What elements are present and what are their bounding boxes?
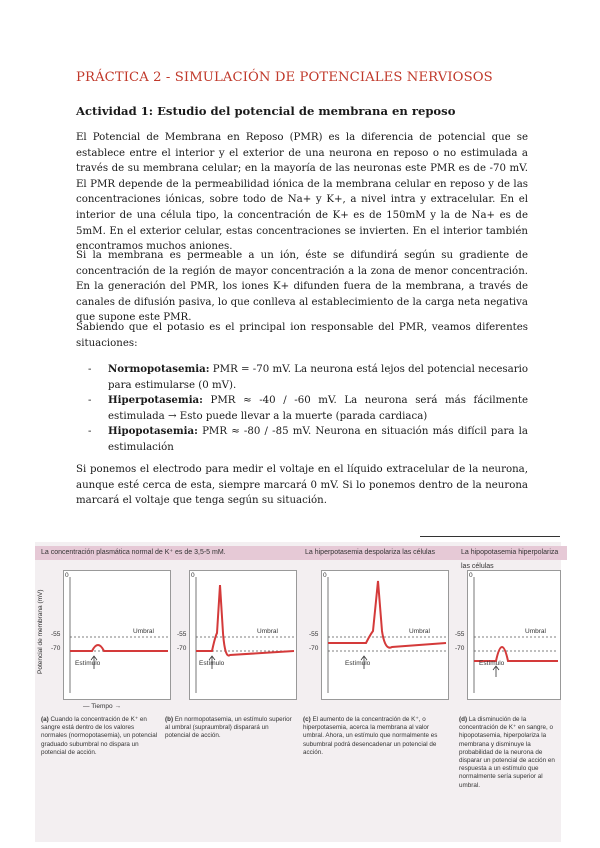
list-term: Hipopotasemia:	[108, 425, 198, 438]
list-term: Normopotasemia:	[108, 363, 210, 375]
paragraph-pmr-definition: El Potencial de Membrana en Reposo (PMR) es la diferencia de potencial que se establece entre el interior y el exterior de una neurona en reposo o no estimulada a través de su membrana celular; en la mayoría de las neuronas este PMR es de -70 mV. El PMR depende de la permeabilidad iónica de la membrana celular en reposo y de las concentraciones iónicas, sobre todo de Na+ y K+, a nivel intra y extracelular. En el interior de una célula tipo, la concentración de K+ es de 150mM y la de Na+ es de 5mM. En el exterior celular, estas concentraciones se invierten. En el interior también encontramos muchos aniones.	[76, 132, 528, 253]
membrane-curve	[70, 645, 168, 651]
situations-list	[88, 362, 528, 456]
tick-70: -70	[51, 645, 61, 652]
horizontal-rule	[420, 536, 560, 537]
time-axis-label: — Tiempo →	[83, 703, 121, 710]
stimulus-label: Estímulo	[479, 660, 505, 667]
caption-letter: (d)	[459, 716, 468, 723]
stimulus-arrow	[493, 666, 499, 677]
caption-d	[459, 716, 559, 790]
panel-c	[321, 570, 449, 700]
caption-a	[41, 716, 159, 757]
panel-b-plot	[190, 571, 296, 699]
list-dash: -	[88, 426, 92, 438]
tick-55: -55	[177, 631, 187, 638]
threshold-label: Umbral	[409, 628, 430, 635]
caption-letter: (c)	[303, 716, 311, 723]
panel-c-plot	[322, 571, 448, 699]
y-axis-label: Potencial de membrana (mV)	[37, 589, 44, 675]
tick-0: 0	[469, 572, 473, 579]
caption-b	[165, 716, 293, 741]
stimulus-label: Estímulo	[199, 660, 225, 667]
caption-text: Cuando la concentración de K⁺ en sangre está dentro de los valores normales (normopotasemia), un potencial graduado subumbral no dispara un potencial de acción.	[41, 716, 158, 756]
tick-70: -70	[177, 645, 187, 652]
caption-letter: (a)	[41, 716, 49, 723]
panel-a	[63, 570, 171, 700]
tick-0: 0	[191, 572, 195, 579]
list-term: Hiperpotasemia:	[108, 394, 203, 407]
list-dash: -	[88, 364, 92, 375]
page-title: PRÁCTICA 2 - SIMULACIÓN DE POTENCIALES NERVIOSOS	[76, 70, 493, 85]
tick-55: -55	[309, 631, 319, 638]
action-potential-curve	[196, 585, 294, 656]
list-dash: -	[88, 395, 92, 407]
list-text: PMR ≈ -40 / -60 mV. La neurona será más fácilmente estimulada → Esto puede llevar a la muerte (parada cardiaca)	[108, 395, 528, 422]
threshold-label: Umbral	[525, 628, 546, 635]
tick-55: -55	[455, 631, 465, 638]
caption-letter: (b)	[165, 716, 174, 723]
potassium-figure	[35, 542, 561, 842]
tick-0: 0	[323, 572, 327, 579]
membrane-curve	[474, 647, 558, 661]
panel-d	[467, 570, 561, 700]
list-text: PMR ≈ -80 / -85 mV. Neurona en situación más difícil para la estimulación	[108, 426, 528, 453]
time-axis-text: Tiempo	[91, 703, 113, 710]
threshold-label: Umbral	[257, 628, 278, 635]
list-text: PMR = -70 mV. La neurona está lejos del potencial necesario para estimularse (0 mV).	[108, 364, 528, 391]
panel-b	[189, 570, 297, 700]
tick-70: -70	[455, 645, 465, 652]
threshold-label: Umbral	[133, 628, 154, 635]
panel-a-plot	[64, 571, 170, 699]
list-item	[88, 393, 528, 424]
figure-header-hypokalemia: La hipopotasemia hiperpolariza las células	[455, 546, 567, 560]
caption-text: El aumento de la concentración de K⁺, o hiperpotasemia, acerca la membrana al valor umbral. Ahora, un estímulo que normalmente es subumbral podrá desencadenar un potencial de acción.	[303, 716, 438, 756]
figure-header-normal: La concentración plasmática normal de K⁺ es de 3,5-5 mM.	[35, 546, 301, 560]
paragraph-situations-intro: Sabiendo que el potasio es el principal ion responsable del PMR, veamos diferentes situaciones:	[76, 322, 528, 349]
action-potential-curve	[328, 581, 446, 648]
stimulus-label: Estímulo	[75, 660, 101, 667]
panel-d-plot	[468, 571, 560, 699]
paragraph-electrode: Si ponemos el electrodo para medir el voltaje en el líquido extracelular de la neurona, aunque esté cerca de esta, siempre marcará 0 mV. Si lo ponemos dentro de la neurona marcará el voltaje que tenga según su situación.	[76, 464, 528, 507]
tick-55: -55	[51, 631, 61, 638]
stimulus-label: Estímulo	[345, 660, 371, 667]
activity-title: Actividad 1: Estudio del potencial de membrana en reposo	[76, 104, 456, 118]
caption-text: En normopotasemia, un estímulo superior al umbral (supraumbral) disparará un potencial de acción.	[165, 716, 292, 740]
list-item	[88, 424, 528, 455]
tick-70: -70	[309, 645, 319, 652]
caption-c	[303, 716, 447, 757]
list-item	[88, 362, 528, 393]
tick-0: 0	[65, 572, 69, 579]
paragraph-diffusion: Si la membrana es permeable a un ión, éste se difundirá según su gradiente de concentración de la región de mayor concentración a la zona de menor concentración. En la generación del PMR, los iones K+ difunden fuera de la membrana, a través de canales de difusión pasiva, lo que conlleva al establecimiento de la carga neta negativa que supone este PMR.	[76, 250, 528, 324]
caption-text: La disminución de la concentración de K⁺ en sangre, o hipopotasemia, hiperpolariza la membrana y disminuye la probabilidad de la neurona de disparar un potencial de acción en respuesta a un estímulo que normalmente sería superior al umbral.	[459, 716, 555, 789]
figure-header-hyperkalemia: La hiperpotasemia despolariza las células	[299, 546, 457, 560]
